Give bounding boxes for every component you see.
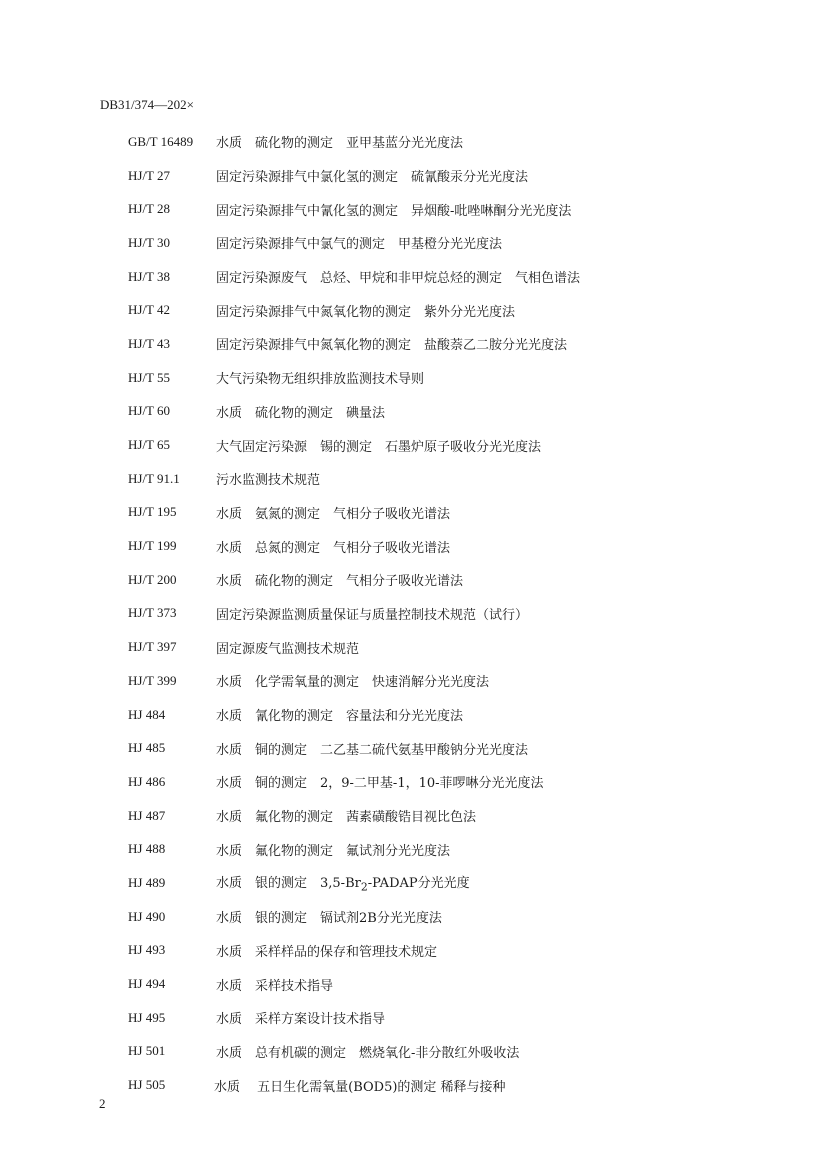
- standard-code: HJ 495: [128, 1009, 166, 1025]
- standard-title: 固定污染源排气中氮氧化物的测定 盐酸萘乙二胺分光光度法: [216, 338, 568, 354]
- standard-code: HJ/T 65: [128, 437, 171, 453]
- list-item: [128, 496, 768, 530]
- standard-code: GB/T 16489: [128, 133, 194, 149]
- standard-title: 水质 采样方案设计技术指导: [216, 1012, 386, 1028]
- standard-title: 固定污染源排气中氮氧化物的测定 紫外分光光度法: [216, 304, 516, 320]
- standard-title: 水质 铜的测定 二乙基二硫代氨基甲酸钠分光光度法: [216, 742, 529, 758]
- standard-title: 水质 硫化物的测定 气相分子吸收光谱法: [216, 574, 464, 590]
- standard-title: 水质 硫化物的测定 亚甲基蓝分光光度法: [216, 136, 464, 152]
- list-item: [128, 832, 768, 866]
- standard-title: 水质 氰化物的测定 容量法和分光光度法: [216, 709, 464, 725]
- standard-title: 水质 氨氮的测定 气相分子吸收光谱法: [216, 506, 451, 522]
- list-item: [128, 462, 768, 496]
- list-item: [128, 125, 768, 159]
- list-item: [128, 563, 768, 597]
- standard-code: HJ/T 199: [128, 538, 177, 554]
- list-item: [128, 1068, 768, 1102]
- list-item: [128, 395, 768, 429]
- list-item: [128, 664, 768, 698]
- standard-code: HJ 485: [128, 740, 166, 756]
- standard-title: 水质 银的测定 镉试剂2B分光光度法: [216, 911, 442, 927]
- standard-code: HJ/T 397: [128, 639, 177, 655]
- list-item: [128, 967, 768, 1001]
- title-text: 水质 银的测定 3,5-Br: [216, 876, 361, 892]
- subscript-2: 2: [360, 880, 368, 894]
- standard-code: HJ/T 28: [128, 201, 171, 217]
- list-item: [128, 765, 768, 799]
- standard-code: HJ/T 30: [128, 234, 171, 250]
- standard-code: HJ/T 373: [128, 605, 177, 621]
- list-item: [128, 866, 768, 900]
- standard-title: 固定污染源排气中氯气的测定 甲基橙分光光度法: [216, 237, 503, 253]
- list-item: [128, 428, 768, 462]
- standard-title: 固定污染源排气中氯化氢的测定 硫氰酸汞分光光度法: [216, 170, 529, 186]
- standard-title: 水质 氟化物的测定 氟试剂分光光度法: [216, 843, 451, 859]
- standard-code: HJ/T 27: [128, 167, 171, 183]
- standard-code: HJ/T 42: [128, 302, 171, 318]
- page-number: 2: [99, 1096, 106, 1111]
- standard-title: 水质 化学需氧量的测定 快速消解分光光度法: [216, 675, 490, 691]
- standard-code: HJ/T 55: [128, 369, 171, 385]
- standard-code: HJ/T 91.1: [128, 470, 180, 486]
- standard-code: HJ 490: [128, 908, 166, 924]
- list-item: [128, 1035, 768, 1069]
- standard-code: HJ 488: [128, 841, 166, 857]
- standard-code: HJ 486: [128, 773, 166, 789]
- standard-code: HJ 493: [128, 942, 166, 958]
- standard-code: HJ 494: [128, 976, 166, 992]
- standard-title: 固定污染源废气 总烃、甲烷和非甲烷总烃的测定 气相色谱法: [216, 271, 581, 287]
- standards-list: [128, 125, 768, 1102]
- list-item: [128, 226, 768, 260]
- list-item: [128, 698, 768, 732]
- standard-title: 大气污染物无组织排放监测技术导则: [216, 372, 425, 388]
- standard-title: 固定污染源排气中氰化氢的测定 异烟酸-吡唑啉酮分光光度法: [216, 203, 572, 219]
- standard-title: 水质 氟化物的测定 茜素磺酸锆目视比色法: [216, 810, 477, 826]
- list-item: [128, 597, 768, 631]
- list-item: [128, 900, 768, 934]
- standard-code: HJ 487: [128, 807, 166, 823]
- list-item: [128, 731, 768, 765]
- list-item: [128, 1001, 768, 1035]
- list-item: [128, 630, 768, 664]
- document-code-header: DB31/374—202×: [100, 97, 195, 112]
- standard-code: HJ/T 43: [128, 335, 171, 351]
- standard-code: HJ 484: [128, 706, 166, 722]
- standard-code: HJ 505: [128, 1077, 166, 1093]
- list-item: [128, 260, 768, 294]
- list-item: [128, 327, 768, 361]
- standard-title: 固定污染源监测质量保证与质量控制技术规范（试行）: [216, 607, 529, 623]
- standard-title: 水质 硫化物的测定 碘量法: [216, 405, 386, 421]
- standard-code: HJ 489: [128, 874, 166, 890]
- standard-code: HJ/T 60: [128, 403, 171, 419]
- standard-code: HJ/T 200: [128, 571, 177, 587]
- standard-code: HJ/T 195: [128, 504, 177, 520]
- list-item: [128, 361, 768, 395]
- list-item: [128, 159, 768, 193]
- list-item: [128, 293, 768, 327]
- standard-title: 水质 铜的测定 2，9-二甲基-1，10-菲啰啉分光光度法: [216, 776, 544, 792]
- standard-title: 固定源废气监测技术规范: [216, 641, 360, 657]
- standard-code: HJ/T 38: [128, 268, 171, 284]
- standard-title: 污水监测技术规范: [216, 473, 321, 489]
- standard-title: 水质 采样样品的保存和管理技术规定: [216, 944, 438, 960]
- standard-title: 水质 五日生化需氧量(BOD5)的测定 稀释与接种: [214, 1079, 506, 1095]
- standard-code: HJ/T 399: [128, 672, 177, 688]
- title-text-suffix: -PADAP分光光度: [367, 876, 470, 892]
- standard-code: HJ 501: [128, 1043, 166, 1059]
- standard-title: [216, 872, 768, 894]
- list-item: [128, 529, 768, 563]
- standard-title: 水质 总氮的测定 气相分子吸收光谱法: [216, 540, 451, 556]
- standard-title: 水质 采样技术指导: [216, 978, 334, 994]
- list-item: [128, 934, 768, 968]
- standard-title: 水质 总有机碳的测定 燃烧氧化-非分散红外吸收法: [216, 1045, 520, 1061]
- list-item: [128, 799, 768, 833]
- standard-title: 大气固定污染源 锡的测定 石墨炉原子吸收分光光度法: [216, 439, 542, 455]
- list-item: [128, 192, 768, 226]
